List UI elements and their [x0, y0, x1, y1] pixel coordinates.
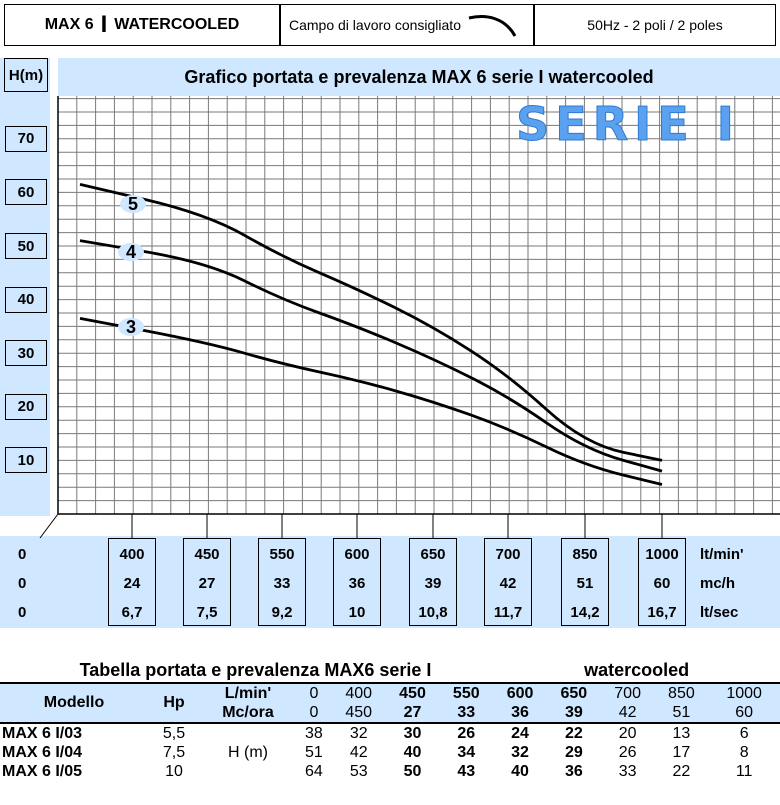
y-tick-label: 20 — [5, 394, 47, 420]
mcora-cell: 36 — [493, 703, 547, 723]
h-cell: 11 — [735, 762, 753, 780]
model-hp: 5,5 — [148, 723, 200, 743]
y-tick-label: 50 — [5, 233, 47, 259]
x-tick-ltsec: 10 — [348, 604, 366, 621]
model-name: MAX 6 I/03 — [0, 723, 148, 743]
x-tick-mch: 24 — [123, 575, 141, 592]
y-tick-label: 60 — [5, 179, 47, 205]
y-tick-label: 70 — [5, 126, 47, 152]
h-cell: 40 — [511, 762, 529, 780]
chart-title: Grafico portata e prevalenza MAX 6 serie I watercooled — [184, 66, 654, 87]
h-cell: 38 — [296, 723, 332, 743]
model-suffix: WATERCOOLED — [114, 16, 240, 33]
x-column — [484, 538, 532, 626]
x-column — [561, 538, 609, 626]
x-tick-lmin: 700 — [495, 546, 521, 563]
x-column — [409, 538, 457, 626]
lmin-cell: 650 — [547, 683, 601, 703]
model-name: MAX 6 I/05 — [2, 762, 83, 780]
h-cell: 36 — [564, 762, 583, 780]
x-tick-lmin: 550 — [269, 546, 295, 563]
col-hp-header: Hp — [148, 683, 200, 723]
h-cell: 53 — [349, 762, 368, 780]
h-cell: 32 — [511, 743, 529, 761]
x-tick-lmin: 450 — [194, 546, 220, 563]
lmin-cell: 850 — [655, 683, 709, 703]
x-column — [258, 538, 306, 626]
lmin-cell: 400 — [332, 683, 386, 703]
h-cell: 22 — [672, 762, 691, 780]
x-zero-lmin: 0 — [18, 546, 27, 563]
lmin-cell: 0 — [296, 683, 332, 703]
h-cell: 6 — [708, 723, 780, 743]
table-title-right: watercooled — [584, 659, 690, 680]
x-tick-mch: 42 — [499, 575, 517, 592]
model-name: MAX 6 I/04 — [2, 743, 83, 761]
lmin-cell: 600 — [493, 683, 547, 703]
recommended-range-label: Campo di lavoro consigliato — [289, 17, 461, 33]
y-axis-label: H(m) — [4, 58, 48, 92]
x-tick-ltsec: 6,7 — [121, 604, 143, 621]
h-cell: 13 — [655, 723, 709, 743]
h-cell: 34 — [457, 743, 476, 761]
x-column — [333, 538, 381, 626]
x-column — [183, 538, 231, 626]
x-tick-mch: 60 — [653, 575, 671, 592]
h-cell: 24 — [493, 723, 547, 743]
h-cell: 26 — [618, 743, 637, 761]
model-hp: 10 — [165, 762, 183, 780]
x-unit-mch: mc/h — [700, 575, 736, 592]
frequency-label: 50Hz - 2 poli / 2 poles — [587, 17, 723, 33]
y-tick-label: 40 — [5, 287, 47, 313]
x-tick-lmin: 600 — [344, 546, 370, 563]
mcora-label: Mc/ora — [200, 703, 296, 723]
mcora-cell: 33 — [439, 703, 493, 723]
x-tick-ltsec: 9,2 — [271, 604, 293, 621]
x-zero-ltsec: 0 — [18, 604, 27, 621]
lmin-cell: 450 — [386, 683, 440, 703]
mcora-cell: 450 — [332, 703, 386, 723]
axis-corner-line — [40, 514, 58, 538]
x-tick-mch: 27 — [198, 575, 216, 592]
y-tick-label: 30 — [5, 340, 47, 366]
x-zero-mch: 0 — [18, 575, 27, 592]
series-label-5: 5 — [127, 194, 139, 214]
y-tick-label: 10 — [5, 447, 47, 473]
lmin-cell: 550 — [439, 683, 493, 703]
x-tick-mch: 51 — [576, 575, 594, 592]
x-tick-ltsec: 7,5 — [196, 604, 218, 621]
x-tick-mch: 36 — [348, 575, 366, 592]
table-title: Tabella portata e prevalenza MAX6 serie I — [79, 659, 432, 680]
h-cell: 42 — [349, 743, 368, 761]
x-tick-ltsec: 16,7 — [647, 604, 677, 621]
performance-table — [0, 658, 780, 781]
col-model-header: Modello — [0, 683, 148, 723]
series-watermark: SERIE I — [516, 97, 740, 151]
x-tick-lmin: 1000 — [645, 546, 679, 563]
h-cell: 33 — [618, 762, 637, 780]
x-tick-ltsec: 10,8 — [418, 604, 448, 621]
x-column — [108, 538, 156, 626]
h-cell: 40 — [403, 743, 422, 761]
x-column — [638, 538, 686, 626]
h-cell: 26 — [439, 723, 493, 743]
h-label: H (m) — [200, 723, 296, 781]
h-cell: 50 — [403, 762, 422, 780]
h-cell: 43 — [457, 762, 476, 780]
mcora-cell: 27 — [386, 703, 440, 723]
mcora-cell: 60 — [708, 703, 780, 723]
lmin-label: L/min' — [200, 683, 296, 703]
x-unit-lmin: lt/min' — [700, 546, 744, 563]
mcora-cell: 39 — [547, 703, 601, 723]
x-tick-ltsec: 14,2 — [570, 604, 600, 621]
h-cell: 32 — [332, 723, 386, 743]
x-tick-mch: 33 — [273, 575, 291, 592]
series-label-3: 3 — [125, 317, 137, 337]
series-label-4: 4 — [125, 242, 137, 262]
h-cell: 30 — [386, 723, 440, 743]
mcora-cell: 51 — [655, 703, 709, 723]
model-prefix: MAX 6 — [44, 16, 94, 33]
x-tick-ltsec: 11,7 — [493, 604, 523, 621]
h-cell: 17 — [672, 743, 691, 761]
h-cell: 64 — [305, 762, 323, 780]
model-hp: 7,5 — [162, 743, 186, 761]
h-cell: 20 — [601, 723, 655, 743]
h-cell: 29 — [564, 743, 583, 761]
model-series: I — [100, 11, 108, 38]
mcora-cell: 0 — [296, 703, 332, 723]
x-tick-mch: 39 — [424, 575, 442, 592]
h-cell: 51 — [305, 743, 323, 761]
mcora-cell: 42 — [601, 703, 655, 723]
x-unit-ltsec: lt/sec — [700, 604, 739, 621]
x-tick-lmin: 850 — [572, 546, 598, 563]
h-cell: 8 — [739, 743, 749, 761]
x-tick-lmin: 650 — [420, 546, 446, 563]
lmin-cell: 700 — [601, 683, 655, 703]
plot-area — [58, 96, 780, 514]
x-tick-lmin: 400 — [119, 546, 145, 563]
lmin-cell: 1000 — [708, 683, 780, 703]
h-cell: 22 — [547, 723, 601, 743]
